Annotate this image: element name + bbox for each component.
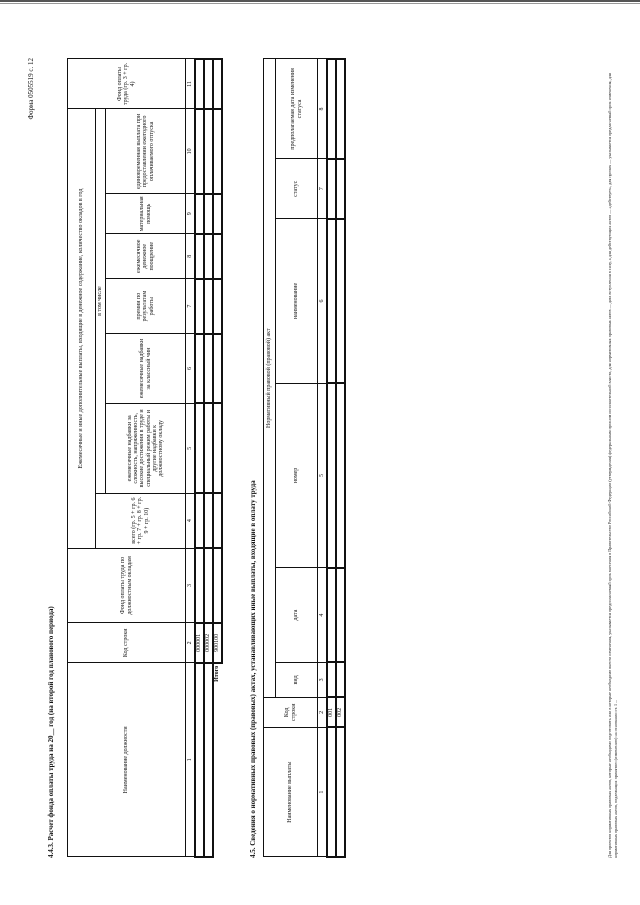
cell-input[interactable]	[336, 662, 345, 697]
cell-input[interactable]	[327, 383, 336, 567]
head-status-date: предполагаемая дата изменения статуса	[276, 59, 318, 159]
fund-table	[67, 58, 223, 858]
cell-input[interactable]	[213, 59, 222, 109]
cell-input[interactable]	[336, 159, 345, 219]
cell-input[interactable]	[327, 159, 336, 219]
cell-input[interactable]	[327, 662, 336, 697]
head-kind: вид	[276, 662, 318, 697]
head-col10: единовременная выплата при предоставлении ежегодного оплачиваемого отпуска	[106, 109, 186, 194]
head-including: в том числе	[96, 109, 106, 493]
head-position-name: Наименование должности	[68, 663, 186, 857]
col-num: 6	[186, 334, 195, 404]
row-code: 002	[336, 697, 345, 727]
head-col9: материальная помощь	[106, 194, 186, 234]
footnote: Для проектов нормативных правовых актов, которые необходимо подготовить или в которые необходимо внести изменения, указывается предполагаемый срок внесения в Правительство Российской Федерации (утверждения) федеральным органом исполнительной власти, для нормативных правовых актов — дата вступления в силу, а для действующих актов — «действует», для прочих — указывается предлагаемый срок изменения, для нормативных правовых актов, подлежащих принятию (изменению) на основании ст. 1 ...	[607, 73, 618, 858]
cell-input[interactable]	[336, 568, 345, 663]
head-status: статус	[276, 159, 318, 219]
cell-input[interactable]	[336, 59, 345, 159]
total-label: Итого	[214, 665, 221, 682]
col-number-row	[318, 59, 327, 857]
head-title: наименование	[276, 219, 318, 384]
head-code: Код строки	[68, 623, 186, 663]
cell-input[interactable]	[204, 59, 213, 109]
table-row	[327, 59, 336, 857]
cell-input[interactable]	[204, 279, 213, 334]
top-border-strip	[0, 0, 640, 2]
head-col6: ежемесячные надбавки за классный чин	[106, 334, 186, 404]
head-col5: ежемесячные надбавки за сложность, напряженность, высокие достижения в труде и специальный режим работы и другие надбавки к должностному окладу	[106, 403, 186, 493]
col-num: 3	[186, 548, 195, 623]
col-num: 1	[318, 727, 327, 857]
col-num: 1	[186, 663, 195, 857]
head-col7: премии по результатам работы	[106, 279, 186, 334]
head-col8: ежемесячное денежное поощрение	[106, 234, 186, 279]
col-num: 2	[186, 623, 195, 663]
col-num: 11	[186, 59, 195, 109]
col-num: 9	[186, 194, 195, 234]
table-row	[336, 59, 345, 857]
cell-input[interactable]	[336, 383, 345, 567]
cell-input[interactable]	[336, 219, 345, 384]
cell-input[interactable]	[204, 234, 213, 279]
cell-input[interactable]	[195, 59, 204, 109]
cell-input[interactable]	[195, 279, 204, 334]
head-fund-total: Фонд оплаты труда (гр. 3 + гр. 4)	[68, 59, 186, 109]
cell-input[interactable]	[204, 663, 213, 857]
cell-input[interactable]	[213, 334, 222, 404]
cell-input[interactable]	[213, 109, 222, 194]
cell-input[interactable]	[204, 548, 213, 623]
cell-input[interactable]	[204, 403, 213, 493]
cell-input[interactable]	[213, 194, 222, 234]
col-num: 5	[186, 403, 195, 493]
acts-table	[263, 58, 346, 858]
cell-input[interactable]	[213, 548, 222, 623]
cell-input[interactable]	[204, 334, 213, 404]
section-45-title: 4.5. Сведения о нормативных правовых (правовых) актах, устанавливающих иные выплаты, входящие в оплату труда	[249, 480, 257, 858]
row-code: 000001	[195, 623, 204, 663]
scan-edge-line	[0, 3, 640, 4]
head-payment-name: Наименование выплаты	[264, 727, 318, 857]
head-number: номер	[276, 383, 318, 567]
rotated-content	[27, 48, 640, 858]
col-num: 3	[318, 662, 327, 697]
table-row	[195, 59, 204, 857]
cell-input[interactable]	[213, 234, 222, 279]
col-number-row	[186, 59, 195, 857]
row-code: 000002	[204, 623, 213, 663]
head-legal-act: Нормативный правовой (правовой) акт	[264, 59, 276, 697]
cell-input[interactable]	[195, 493, 204, 548]
cell-input[interactable]	[195, 234, 204, 279]
col-num: 8	[186, 234, 195, 279]
table-row	[204, 59, 213, 857]
col-num: 4	[186, 493, 195, 548]
head-fund-salary: Фонд оплаты труда по должностным окладам	[68, 548, 186, 623]
total-row	[213, 59, 222, 857]
cell-input[interactable]	[195, 548, 204, 623]
total-code: 900100	[213, 623, 222, 663]
col-num: 6	[318, 219, 327, 384]
cell-input[interactable]	[213, 279, 222, 334]
cell-input[interactable]	[327, 568, 336, 663]
col-num: 7	[186, 279, 195, 334]
cell-input[interactable]	[195, 194, 204, 234]
col-num: 4	[318, 568, 327, 663]
cell-input[interactable]	[204, 493, 213, 548]
cell-input[interactable]	[213, 493, 222, 548]
cell-input[interactable]	[195, 109, 204, 194]
cell-input[interactable]	[195, 663, 204, 857]
head-total: всего (гр. 5 + гр. 6 + гр. 7 + гр. 8 + гр. 9 + гр. 10)	[96, 493, 186, 548]
cell-input[interactable]	[336, 727, 345, 857]
section-443-title: 4.4.3. Расчет фонда оплаты труда на 20__ год (на второй год планового периода)	[47, 606, 55, 858]
col-num: 10	[186, 109, 195, 194]
cell-input[interactable]	[327, 727, 336, 857]
cell-input[interactable]	[204, 109, 213, 194]
col-num: 7	[318, 159, 327, 219]
head-extra-group: Ежемесячные и иные дополнительные выплаты, входящие в денежное содержание, количество окладов в год	[68, 109, 96, 548]
head-code: Код строки	[264, 697, 318, 727]
form-label: Форма 0505519 с. 12	[27, 58, 35, 120]
head-date: дата	[276, 568, 318, 663]
cell-input[interactable]	[213, 403, 222, 493]
col-num: 2	[318, 697, 327, 727]
cell-input[interactable]	[195, 334, 204, 404]
cell-input[interactable]	[327, 219, 336, 384]
col-num: 5	[318, 383, 327, 567]
col-num: 8	[318, 59, 327, 159]
cell-input[interactable]	[327, 59, 336, 159]
cell-input[interactable]	[204, 194, 213, 234]
cell-input[interactable]	[195, 403, 204, 493]
row-code: 001	[327, 697, 336, 727]
